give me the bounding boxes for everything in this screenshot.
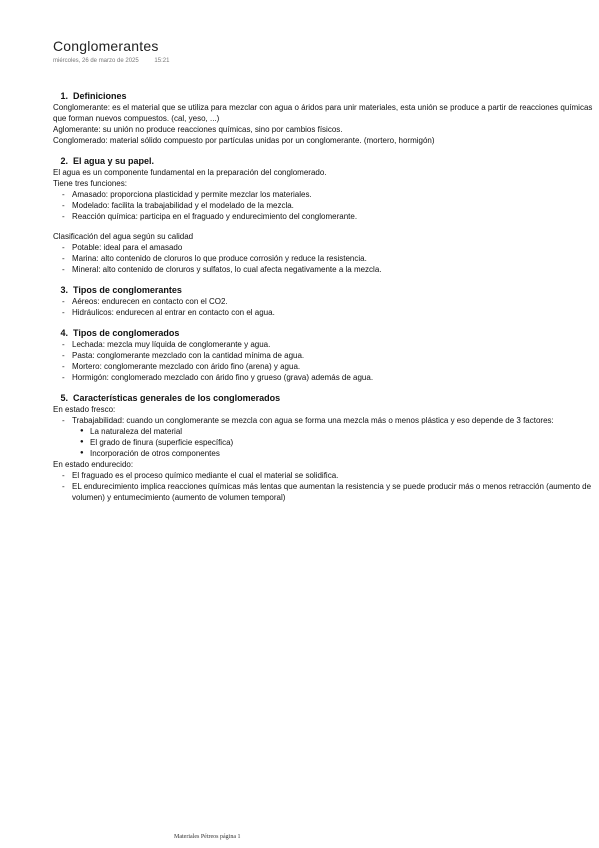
- list-item: - Modelado: facilita la trabajabilidad y el modelado de la mezcla.: [62, 201, 294, 210]
- section-number: 2.: [60, 156, 68, 166]
- page-timestamp: [53, 58, 169, 64]
- section-heading-conglomerantes: [53, 284, 599, 296]
- list-item: - Lechada: mezcla muy líquida de conglomerante y agua.: [62, 340, 271, 349]
- note-body: [53, 90, 599, 503]
- list-item: - Pasta: conglomerante mezclado con la cantidad mínima de agua.: [62, 351, 305, 360]
- definition-conglomerado: Conglomerado: material sólido compuesto por partículas unidas por un conglomerante. (mortero, hormigón): [53, 136, 435, 145]
- bullet-icon: ●: [80, 428, 84, 434]
- section-heading-definiciones: [53, 90, 599, 102]
- section-title: Tipos de conglomerados: [73, 328, 180, 338]
- section-title: Definiciones: [73, 91, 127, 101]
- page-footer: Materiales Pétreos página 1: [174, 834, 241, 840]
- section-number: 4.: [60, 328, 68, 338]
- page-time: 15:21: [154, 58, 170, 64]
- list-item: - EL endurecimiento implica reacciones químicas más lentas que aumentan la resistencia y se puede producir más o menos retracción (aumento de volumen) y entumecimiento (aumento de volumen temporal): [62, 482, 592, 502]
- list-item: - Hormigón: conglomerado mezclado con árido fino y grueso (grava) además de agua.: [62, 373, 374, 382]
- list-item: - Amasado: proporciona plasticidad y permite mezclar los materiales.: [62, 190, 312, 199]
- section-heading-caracteristicas: [53, 392, 599, 404]
- definition-conglomerante: Conglomerante: es el material que se utiliza para mezclar con agua o áridos para unir materiales, esta unión se produce a partir de reacciones químicas que forman nuevos compuestos. (cal, yeso, ...): [53, 103, 593, 123]
- list-item: - Marina: alto contenido de cloruros lo que produce corrosión y reduce la resistencia.: [62, 254, 367, 263]
- list-item: - Hidráulicos: endurecen al entrar en contacto con el agua.: [62, 308, 275, 317]
- section-number: 1.: [60, 91, 68, 101]
- paragraph: Tiene tres funciones:: [53, 179, 127, 188]
- paragraph: Clasificación del agua según su calidad: [53, 232, 194, 241]
- list-item: - Trabajabilidad: cuando un conglomerante se mezcla con agua se forma una mezcla más o menos plástica y eso depende de 3 factores:: [62, 416, 554, 425]
- list-item: - Aéreos: endurecen en contacto con el CO2.: [62, 297, 228, 306]
- paragraph: En estado endurecido:: [53, 460, 134, 469]
- sub-list-item: ● Incorporación de otros componentes: [80, 449, 220, 458]
- sub-list-item: ● El grado de finura (superficie específica): [80, 438, 234, 447]
- paragraph: En estado fresco:: [53, 405, 116, 414]
- page-date: miércoles, 26 de marzo de 2025: [53, 58, 139, 64]
- section-heading-agua: [53, 155, 599, 167]
- section-number: 5.: [60, 393, 68, 403]
- paragraph: El agua es un componente fundamental en la preparación del conglomerado.: [53, 168, 327, 177]
- section-title: Tipos de conglomerantes: [73, 285, 182, 295]
- bullet-icon: ●: [80, 450, 84, 456]
- list-item: - Potable: ideal para el amasado: [62, 243, 183, 252]
- section-title: El agua y su papel.: [73, 156, 155, 166]
- list-item: - Reacción química: participa en el fraguado y endurecimiento del conglomerante.: [62, 212, 358, 221]
- section-number: 3.: [60, 285, 68, 295]
- sub-list-item: ● La naturaleza del material: [80, 427, 183, 436]
- bullet-icon: ●: [80, 439, 84, 445]
- list-item: - Mineral: alto contenido de cloruros y sulfatos, lo cual afecta negativamente a la mezcla.: [62, 265, 382, 274]
- section-title: Características generales de los conglomerados: [73, 393, 281, 403]
- list-item: - El fraguado es el proceso químico mediante el cual el material se solidifica.: [62, 471, 339, 480]
- definition-aglomerante: Aglomerante: su unión no produce reacciones químicas, sino por cambios físicos.: [53, 125, 343, 134]
- section-heading-conglomerados: [53, 327, 599, 339]
- page-title: Conglomerantes: [53, 38, 159, 54]
- list-item: - Mortero: conglomerante mezclado con árido fino (arena) y agua.: [62, 362, 301, 371]
